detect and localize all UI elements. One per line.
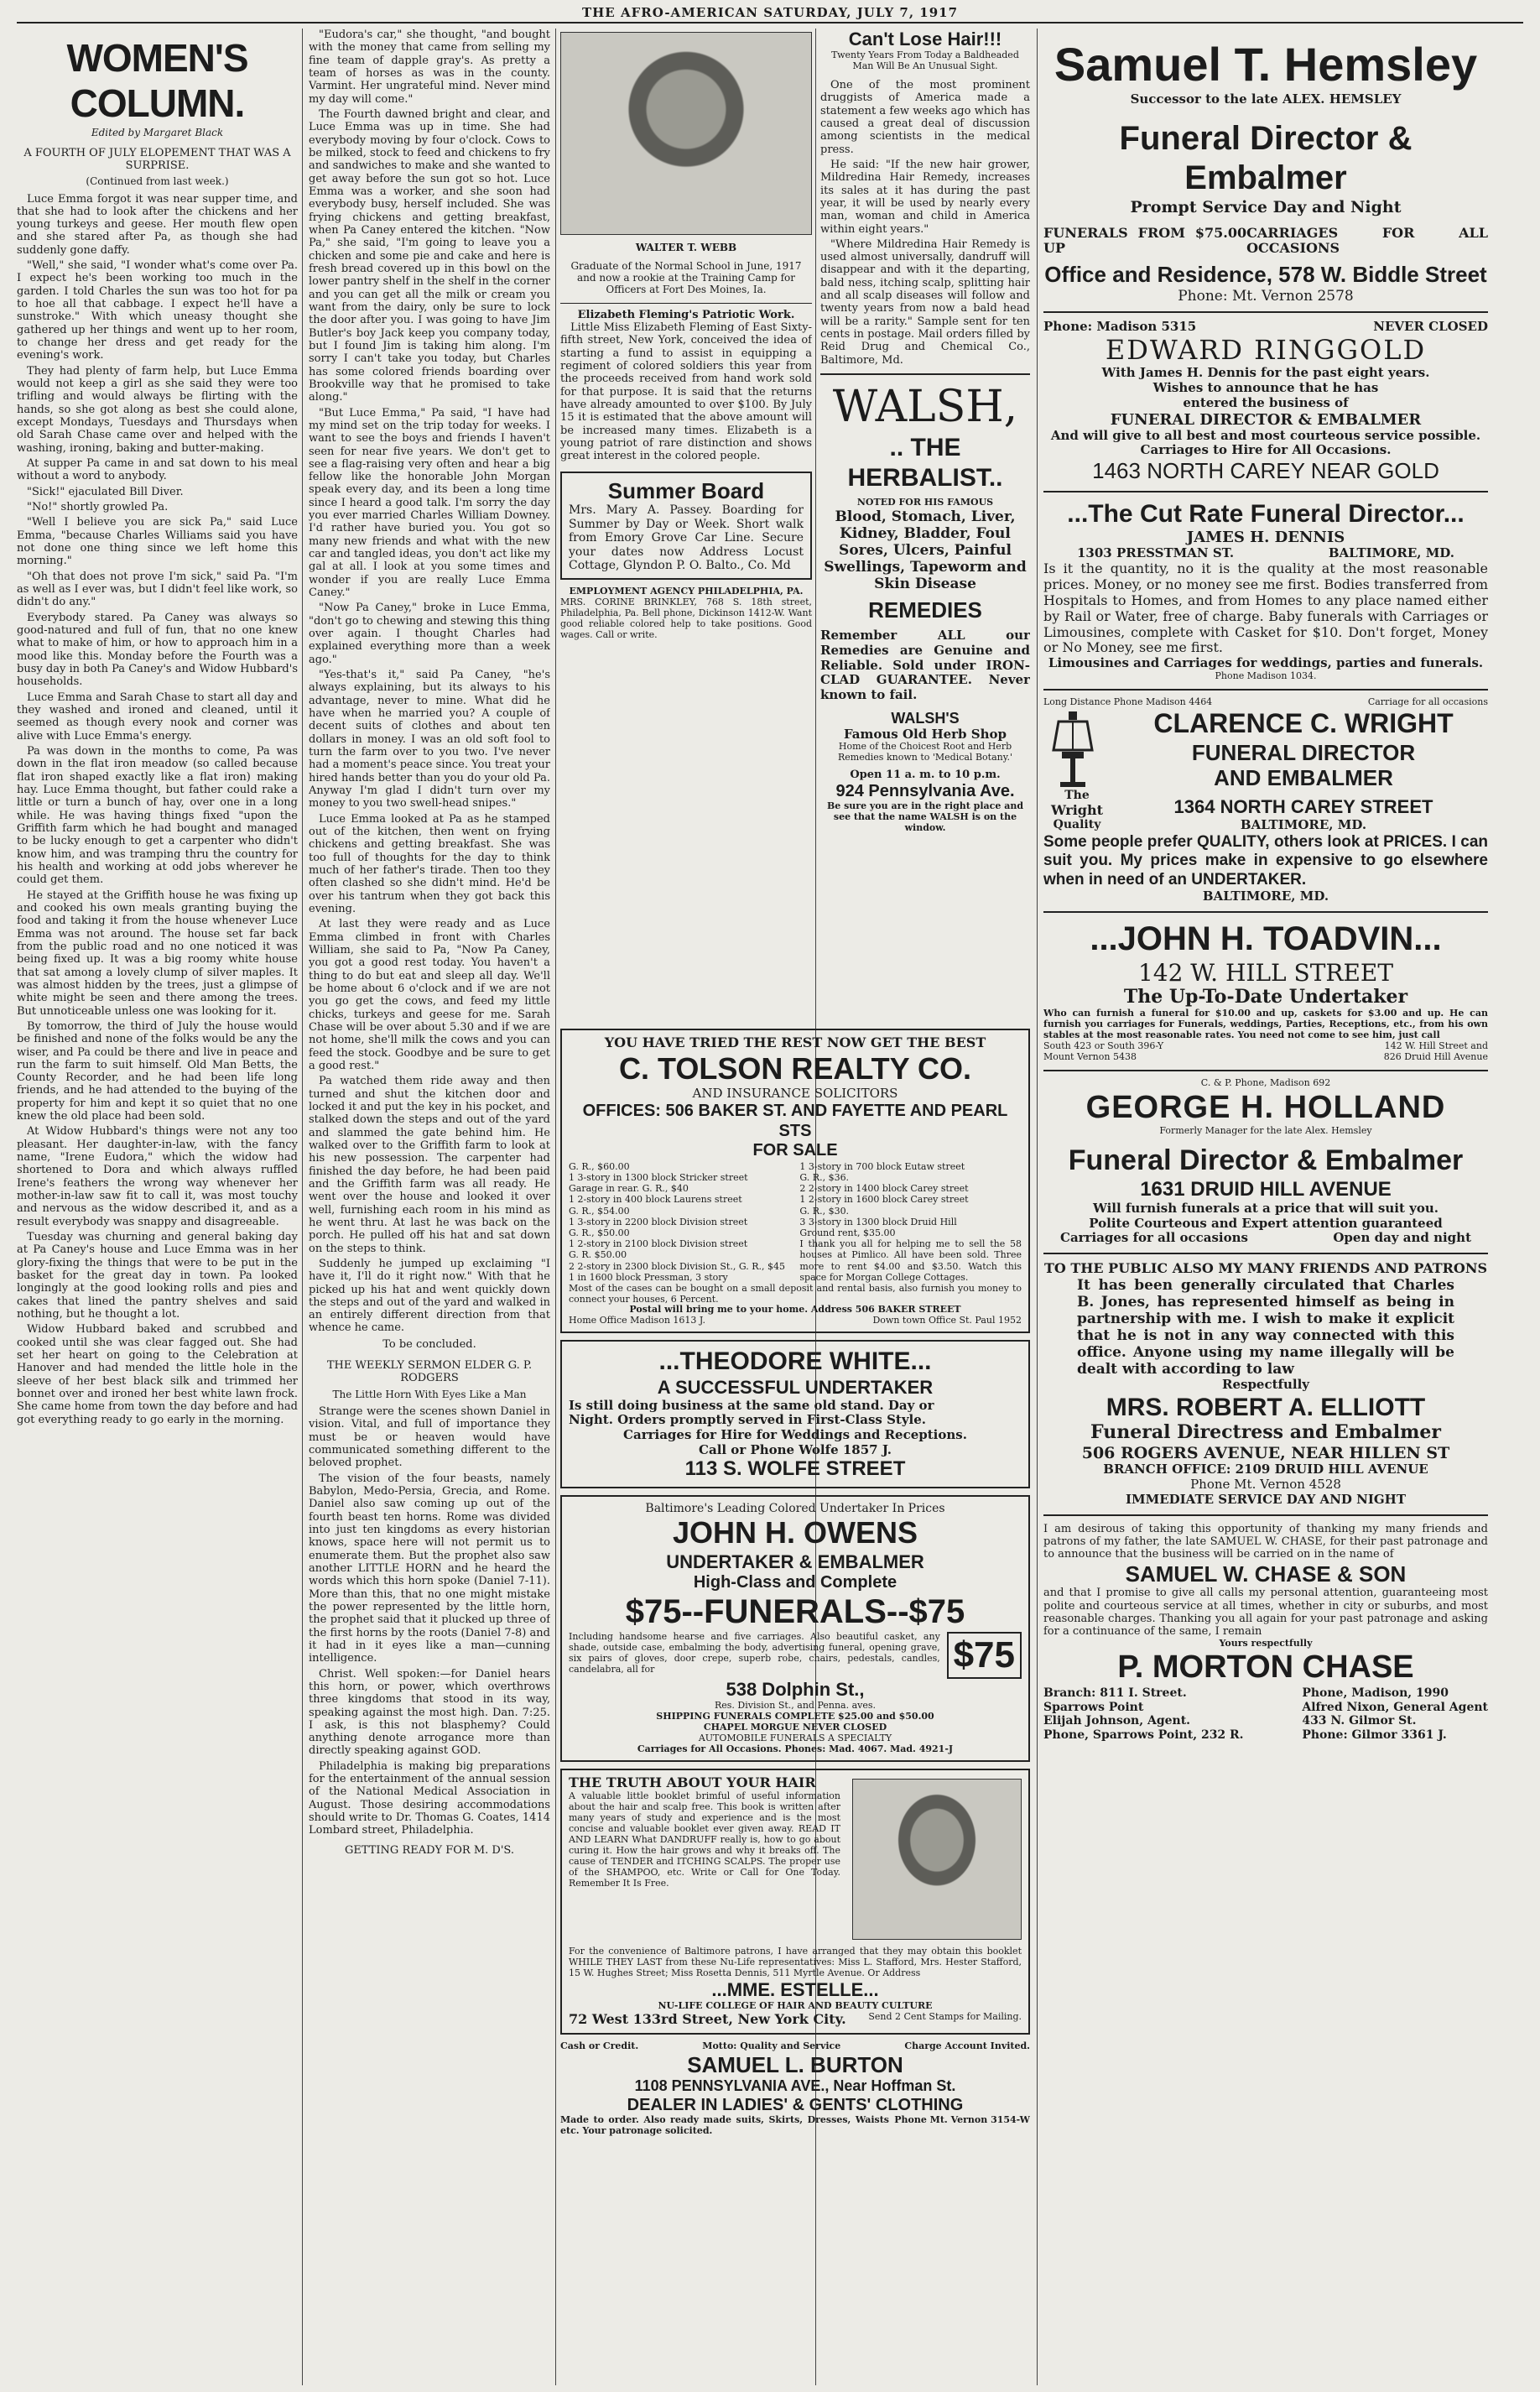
ringgold-line-2: Wishes to announce that he has xyxy=(1152,380,1379,396)
white-title: A SUCCESSFUL UNDERTAKER xyxy=(657,1376,934,1398)
fleming-text: Little Miss Elizabeth Fleming of East Sixty-fifth street, New York, conceived the idea of starting a fund to assist in equipping a regiment of colored soldiers this year from the proceeds received from hand work sold for that purpose. It is said that the returns have already amounted to over $100. By July 15 it is estimated that the above amount will be increased many times. Elizabeth is a young patriot of rare distinction and shows great interest in the colored people. xyxy=(560,320,812,463)
chase-agent: Elijah Johnson, Agent. xyxy=(1043,1714,1191,1728)
womens-column xyxy=(17,29,298,2385)
listing-line: 2 2-story in 1400 block Carey street xyxy=(799,1183,969,1195)
divider xyxy=(560,303,812,304)
paragraph: Suddenly he jumped up exclaiming "I have it, I'll do it right now." With that he picked up his hat and went quickly down the steps and out of the yard and walked in an entirely different direction from that whence he came. xyxy=(309,1257,550,1335)
listing-line: G. R., $36. xyxy=(799,1172,850,1183)
elliott-ad xyxy=(1043,1261,1488,1508)
chase-ad xyxy=(1043,1523,1488,1743)
burton-charge: Charge Account Invited. xyxy=(904,2040,1030,2051)
divider xyxy=(1043,911,1488,913)
paragraph: "Oh that does not prove I'm sick," said Pa. "I'm as well as I ever was, but I didn't feel like work, so didn't do any." xyxy=(17,570,298,609)
listing-line: G. R., $54.00 xyxy=(569,1205,630,1217)
listing-line: G. R., $50.00 xyxy=(569,1227,630,1238)
tolson-name: C. TOLSON REALTY CO. xyxy=(618,1050,972,1086)
estelle-title: THE TRUTH ABOUT YOUR HAIR xyxy=(569,1774,816,1791)
tolson-down-town: Down town Office St. Paul 1952 xyxy=(872,1315,1022,1326)
paragraph: At supper Pa came in and sat down to his meal without a word to anybody. xyxy=(17,457,298,483)
wright-city-2: BALTIMORE, MD. xyxy=(1202,888,1329,904)
dennis-limo: Limousines and Carriages for weddings, parties and funerals. xyxy=(1048,655,1484,671)
paragraph: By tomorrow, the third of July the house would be finished and none of the folks would be any the wiser, and Pa could be there and live in peace and run the farm to suit himself. Old Man Betts, the County Recorder, and he had been life long friends, and he had attended to the buying of the property for him and kept it so quiet that no one knew the old place had been sold. xyxy=(17,1019,298,1123)
dennis-city: BALTIMORE, MD. xyxy=(1328,545,1454,561)
ringgold-address: 1463 NORTH CAREY NEAR GOLD xyxy=(1092,458,1439,484)
elliott-phone: Phone Mt. Vernon 4528 xyxy=(1190,1477,1341,1493)
holland-ad xyxy=(1043,1078,1488,1246)
toadvin-title: The Up-To-Date Undertaker xyxy=(1123,985,1408,1008)
ringgold-line-4: FUNERAL DIRECTOR & EMBALMER xyxy=(1110,410,1422,429)
walsh-remedies: REMEDIES xyxy=(868,597,982,623)
chase-branch-block xyxy=(1043,1686,1244,1742)
divider xyxy=(1043,1514,1488,1516)
masthead: THE AFRO-AMERICAN SATURDAY, JULY 7, 1917 xyxy=(17,5,1523,23)
walshs-title: WALSH'S xyxy=(891,709,960,727)
paragraph: Pa watched them ride away and then turned and shut the kitchen door and locked it and put the key in his pocket, and stalked down the steps and out of the yard and slammed the gate behind him. He walked over to the Griffith farm to look at his new possession. The carpenter had finished the day before, he had been paid and the Griffith farm was all ready. He went over the house and looked it over well, furnishing each room in his mind as he went thru. At last he was back on the porch. He pulled off his hat and sat down on the steps to think. xyxy=(309,1075,550,1255)
divider xyxy=(1043,689,1488,691)
owens-quality: High-Class and Complete xyxy=(693,1572,897,1592)
walsh-sure: Be sure you are in the right place and see that the name WALSH is on the window. xyxy=(826,800,1024,834)
owens-address: 538 Dolphin St., xyxy=(726,1679,865,1701)
agency-text: MRS. CORINE BRINKLEY, 768 S. 18th street, Philadelphia, Pa. Bell phone, Dickinson 1412-W. Want good reliable colored help to take positions. Good wages. Call or write. xyxy=(560,596,812,640)
chase-branch: Branch: 811 I. Street. xyxy=(1043,1686,1187,1701)
paragraph: "Where Mildredina Hair Remedy is used almost universally, dandruff will disappear and with it the departing, bald ness, itching scalp, splitting hair and all scalp diseases will follow and twenty years from now a bald head will be a rarity." Sample sent for ten cents in postage. Mail orders filled by Reid Drug and Chemical Co., Baltimore, Md. xyxy=(820,237,1030,367)
white-line-3: Carriages for Hire for Weddings and Receptions. xyxy=(623,1426,967,1442)
paragraph: "Well," she said, "I wonder what's come over Pa. I expect he's been working too much in the garden. I told Charles the sun was too hot for pa to hoe all that cabbage. I expect he'll have a sunstroke." With which uneasy thought she gathered up her things and went up to her room, to change her dress and get ready for the evening's work. xyxy=(17,259,298,362)
paragraph: He said: "If the new hair grower, Mildredina Hair Remedy, increases its sales at it has during the past year, it will be used by nearly every man, woman and child in America within eight years." xyxy=(820,158,1030,236)
ringgold-phone: Phone: Madison 5315 xyxy=(1043,319,1197,335)
listing-line: 1 2-story in 2100 block Division street xyxy=(569,1238,748,1250)
wright-title-1: FUNERAL DIRECTOR xyxy=(1191,739,1416,765)
elliott-name: MRS. ROBERT A. ELLIOTT xyxy=(1106,1393,1426,1421)
divider xyxy=(1043,1253,1488,1254)
listing-line: G. R., $30. xyxy=(799,1205,850,1217)
estelle-copy xyxy=(569,1775,840,1946)
wright-name: CLARENCE C. WRIGHT xyxy=(1153,707,1454,738)
white-address: 113 S. WOLFE STREET xyxy=(684,1457,906,1481)
paragraph: Strange were the scenes shown Daniel in vision. Vital, and full of importance they must be or heaven would have communicated something different to the beloved prophet. xyxy=(309,1404,550,1470)
paragraph: The vision of the four beasts, namely Babylon, Medo-Persia, Grecia, and Rome. Daniel also saw coming up out of the fourth beast ten horns. Rome was divided into just ten kingdoms as every historian knows, space here will not permit us to enumerate them. But the prophet also saw another LITTLE HORN and he heard the words which this horn spoke (Daniel 7-11). More than this, that no one might mistake the power represented by the little horn, the prophet said that it plucked up three of the first horns by the roots (Daniel 7-8) and it had in it eyes like a man—cunning intelligence. xyxy=(309,1472,550,1665)
paragraph: "No!" shortly growled Pa. xyxy=(27,501,169,514)
column-divider xyxy=(555,29,556,2385)
white-line-4: Call or Phone Wolfe 1857 J. xyxy=(699,1441,892,1457)
paragraph: He stayed at the Griffith house he was fixing up and cooked his own meals granting buying the food and taking it from the house whenever Luce Emma was not around. The house set far back from the public road and no one noticed it was being fixed up. It was a big roomy white house that sat among a lovely clump of silver maples. It was almost hidden by the trees, just a glimpse of white might be seen and there among the trees. But unnoticeable unless one was looking for it. xyxy=(17,889,298,1018)
walsh-remember: Remember ALL our Remedies are Genuine and Reliable. Sold under IRON-CLAD GUARANTEE. Never known to fail. xyxy=(820,628,1030,702)
ringgold-line-3: entered the business of xyxy=(1183,394,1349,410)
tolson-right-listing xyxy=(799,1161,1022,1283)
tolson-postal: Postal will bring me to your home. Address 506 BAKER STREET xyxy=(629,1304,961,1316)
divider xyxy=(820,373,1030,375)
paragraph: "Yes-that's it," said Pa Caney, "he's always explaining, but its always to his advantage, never to mine. What did he have when he married you? A couple of decent suits of clothes and about ten dollars in money. I was an old soft fool to turn the farm over to you two. I've never had a moment's peace since. You treat your hired hands better than you do your old Pa. Anyway I'm glad I didn't turn over my money to you two swell-head snipes." xyxy=(309,669,550,810)
estelle-top-row xyxy=(569,1775,1022,1946)
estelle-portrait xyxy=(852,1779,1022,1940)
dennis-phone: Phone Madison 1034. xyxy=(1215,670,1317,682)
paragraph: The Fourth dawned bright and clear, and Luce Emma was up in time. She had everybody moving by four o'clock. Cows to be milked, stock to feed and chickens to fry and sandwiches to make and she wanted to get away before the sun got so hot. Luce Emma was a worker, and she soon had everybody busy, herself included. She was frying chickens and getting breakfast, when Pa Caney entered the kitchen. "Now Pa," she said, "I'm going to leave you a chicken and some pie and cake and here is fresh bread covered up in this bowl on the lower pantry shelf in the shelf in the corner and you can get all the milk or cream you want from the dairy, only be sure to lock the door after you. I was going to have Jim Butler's boy Jack keep you company today, but I found Jim is taking him along. I'm sorry I can't take you today, but Charles has some colored friends boarding over Brookville way that he promised to take along." xyxy=(309,107,550,404)
estelle-patrons: For the convenience of Baltimore patrons, I have arranged that they may obtain this booklet WHILE THEY LAST from these Nu-Life representatives: Miss L. Stafford, Mrs. Hester Stafford, 15 W. Hughes Street; Miss Rosetta Dennis, 511 Myrtle Avenue. Or Address xyxy=(569,1946,1022,1978)
elliott-address: 506 ROGERS AVENUE, NEAR HILLEN ST xyxy=(1081,1444,1450,1463)
estelle-stamps: Send 2 Cent Stamps for Mailing. xyxy=(868,2010,1022,2022)
dennis-address-row xyxy=(1043,546,1488,561)
burton-motto: Motto: Quality and Service xyxy=(702,2040,841,2051)
hemsley-successor: Successor to the late ALEX. HEMSLEY xyxy=(1130,91,1402,107)
wright-logo-3: Quality xyxy=(1053,818,1101,832)
elliott-respectfully: Respectfully xyxy=(1221,1377,1310,1393)
story-continuation-column xyxy=(309,29,550,2385)
wright-quality: Some people prefer QUALITY, others look at PRICES. I can suit you. My prices make in expensive to go elsewhere when in need of an UNDERTAKER. xyxy=(1043,832,1488,889)
elliott-title: Funeral Directress and Embalmer xyxy=(1090,1421,1441,1444)
paragraph: At last they were ready and as Luce Emma climbed in front with Charles William, she said to Pa, "Now Pa Caney, you got a good rest today. You haven't a thing to do but eat and sleep all day. We'll be home about 6 o'clock and if we are not you go get the cows, and feed my little chicks, turkeys and geese for me. Sarah Chase will be over about 5.30 and if we are not home, she'll milk the cows and you can feed the stock. Goodbye and be sure to get a good rest." xyxy=(309,918,550,1072)
owens-price-badge: $75 xyxy=(947,1632,1022,1679)
paragraph: Philadelphia is making big preparations for the entertainment of the annual session of the National Medical Association in August. Those desiring accommodations should write to Dr. Thomas G. Coates, 1414 Lombard street, Philadelphia. xyxy=(309,1759,550,1837)
ringgold-line-5: And will give to all best and most courteous service possible. xyxy=(1050,427,1481,443)
wright-ld-phone: Long Distance Phone Madison 4464 xyxy=(1043,696,1213,708)
tolson-sub: AND INSURANCE SOLICITORS xyxy=(692,1086,898,1102)
owens-title: UNDERTAKER & EMBALMER xyxy=(666,1550,924,1572)
hemsley-office: Office and Residence, 578 W. Biddle Street xyxy=(1044,262,1487,288)
divider xyxy=(1043,1070,1488,1071)
owens-top: Baltimore's Leading Colored Undertaker In Prices xyxy=(645,1501,945,1515)
paragraph: Luce Emma forgot it was near supper time, and that she had to look after the chickens and her young turkeys and geese. Her mouth flew open and she stared after Pa, as though she had suddenly gone daffy. xyxy=(17,192,298,257)
holland-open: Open day and night xyxy=(1333,1230,1471,1246)
burton-phone: Phone Mt. Vernon 3154-W xyxy=(894,2114,1030,2126)
ringgold-line-6: Carriages to Hire for All Occasions. xyxy=(1140,442,1392,458)
wright-address: 1364 NORTH CAREY STREET xyxy=(1173,796,1433,818)
holland-phone: C. & P. Phone, Madison 692 xyxy=(1200,1076,1331,1088)
undertakers-column xyxy=(1043,29,1488,2385)
toadvin-addr-2: 826 Druid Hill Avenue xyxy=(1383,1050,1488,1062)
chase-phone-sp: Phone, Sparrows Point, 232 R. xyxy=(1043,1728,1244,1742)
fleming-headline: Elizabeth Fleming's Patriotic Work. xyxy=(577,308,795,321)
hair-ad-body xyxy=(820,79,1030,367)
white-line-1: Is still doing business at the same old stand. Day or xyxy=(569,1397,934,1413)
wright-logo-2: Wright xyxy=(1051,801,1103,818)
ringgold-never: NEVER CLOSED xyxy=(1373,319,1488,335)
toadvin-phones-row xyxy=(1043,1041,1488,1063)
to-be-concluded: To be concluded. xyxy=(382,1337,476,1351)
tolson-realty-ad xyxy=(560,1029,1030,1333)
chase-text-2: and that I promise to give all calls my personal attention, guaranteeing most polite and courteous service at all times, whether in city or suburbs, and most reasonable charges. Thanking you all again for your past patronage and asking for a continuance of the same, I remain xyxy=(1043,1587,1488,1639)
ads-column xyxy=(820,29,1030,1019)
lamp-icon xyxy=(1043,708,1102,789)
burton-address: 1108 PENNSYLVANIA AVE., Near Hoffman St. xyxy=(634,2077,956,2095)
owens-shipping: SHIPPING FUNERALS COMPLETE $25.00 and $50.00 xyxy=(656,1711,934,1722)
mds-headline: GETTING READY FOR M. D'S. xyxy=(344,1843,515,1857)
listing-line: Garage in rear. G. R., $40 xyxy=(569,1183,689,1195)
hemsley-carriages: CARRIAGES FOR ALL OCCASIONS xyxy=(1246,224,1488,257)
chase-gilmor: 433 N. Gilmor St. xyxy=(1302,1714,1417,1728)
holland-bottom-row xyxy=(1043,1231,1488,1246)
listing-line: 1 2-story in 1600 block Carey street xyxy=(799,1194,969,1206)
hemsley-ad xyxy=(1043,37,1488,305)
chase-firm: SAMUEL W. CHASE & SON xyxy=(1125,1561,1407,1587)
news-column xyxy=(560,29,812,1019)
tolson-top: YOU HAVE TRIED THE REST NOW GET THE BEST xyxy=(604,1034,986,1050)
holland-title: Funeral Director & Embalmer xyxy=(1068,1144,1464,1177)
estelle-college: NU-LIFE COLLEGE OF HAIR AND BEAUTY CULTURE xyxy=(658,1999,933,2011)
toadvin-name: ...JOHN H. TOADVIN... xyxy=(1090,920,1442,957)
toadvin-phone-1: South 423 or South 396-Y xyxy=(1043,1040,1164,1051)
paragraph: "Now Pa Caney," broke in Luce Emma, "don't go to chewing and stewing this thing over again. I thought Charles had explained everything more than a week ago." xyxy=(309,602,550,666)
dennis-address: 1303 PRESSTMAN ST. xyxy=(1077,545,1235,561)
white-name: ...THEODORE WHITE... xyxy=(658,1347,932,1376)
ringgold-top xyxy=(1043,320,1488,335)
listing-line: G. R., $60.00 xyxy=(569,1160,630,1172)
hemsley-prompt: Prompt Service Day and Night xyxy=(1130,198,1402,217)
wright-city: BALTIMORE, MD. xyxy=(1240,817,1367,833)
listing-line: 1 in 1600 block Pressman, 3 story xyxy=(569,1271,728,1283)
ringgold-line-1: With James H. Dennis for the past eight years. xyxy=(1101,365,1430,381)
paragraph: "Sick!" ejaculated Bill Diver. xyxy=(27,485,184,498)
listing-line: 1 3-story in 1300 block Stricker street xyxy=(569,1172,748,1183)
owens-desc-row xyxy=(569,1632,1022,1679)
walsh-ailments: Blood, Stomach, Liver, Kidney, Bladder, Foul Sores, Ulcers, Painful Swellings, Tapeworm and Skin Disease xyxy=(824,508,1027,593)
hemsley-funerals: FUNERALS FROM $75.00 UP xyxy=(1043,224,1247,257)
burton-clothing-ad xyxy=(560,2041,1030,2137)
paragraph: "Well I believe you are sick Pa," said Luce Emma, "because Charles Williams said you have not done one thing since we left home this morning." xyxy=(17,516,298,568)
burton-name: SAMUEL L. BURTON xyxy=(687,2051,903,2077)
burton-dealer: DEALER IN LADIES' & GENTS' CLOTHING xyxy=(627,2095,964,2114)
chase-text-1: I am desirous of taking this opportunity of thanking my many friends and patrons of my father, the late SAMUEL W. CHASE, for their past patronage and to announce that the business will be carried on in the name of xyxy=(1043,1522,1488,1561)
listing-line: 1 2-story in 400 block Laurens street xyxy=(569,1194,742,1206)
holland-line-2: Polite Courteous and Expert attention guaranteed xyxy=(1089,1215,1443,1231)
dennis-head: ...The Cut Rate Funeral Director... xyxy=(1067,499,1465,528)
paragraph: Everybody stared. Pa Caney was always so good-natured and full of fun, that no one knew what to make of him, or how to approach him in a mood like this. Monday before the Fourth was a busy day in both Pa Caney's and Widow Hubbard's households. xyxy=(17,611,298,689)
spanning-ads xyxy=(560,1029,1030,2385)
chase-sparrows: Sparrows Point xyxy=(1043,1700,1144,1714)
chase-gilmor-phone: Phone: Gilmor 3361 J. xyxy=(1302,1728,1447,1742)
listing-line: 1 3-story in 2200 block Division street xyxy=(569,1216,748,1227)
toadvin-phones xyxy=(1043,1041,1163,1063)
owens-name: JOHN H. OWENS xyxy=(672,1515,918,1550)
holland-line-1: Will furnish funerals at a price that will suit you. xyxy=(1093,1200,1439,1216)
divider xyxy=(1043,311,1488,313)
hemsley-phone: Phone: Mt. Vernon 2578 xyxy=(1178,287,1354,305)
holland-carriages: Carriages for all occasions xyxy=(1060,1230,1248,1246)
walsh-address: 924 Pennsylvania Ave. xyxy=(835,781,1015,800)
elliott-service: IMMEDIATE SERVICE DAY AND NIGHT xyxy=(1125,1491,1407,1507)
owens-res: Res. Division St., and Penna. aves. xyxy=(714,1700,877,1712)
paragraph: Widow Hubbard baked and scrubbed and cooked until she was clear fagged out. She had set her heart on going to the Celebration at Hanover and had mended the little hole in the sleeve of her best black silk and trimmed her bonnet over and ironed her best white lawn frock. She came home from town the day before and had got everything ready to go early in the morning. xyxy=(17,1323,298,1426)
tolson-note: Most of the cases can be bought on a small deposit and rental basis, also furnish you money to connect your houses, 6 Percent. xyxy=(569,1282,1022,1305)
listing-line: Ground rent, $35.00 xyxy=(799,1227,896,1238)
sermon-body xyxy=(309,1405,550,1837)
ringgold-ad xyxy=(1043,320,1488,484)
hemsley-name: Samuel T. Hemsley xyxy=(1054,38,1478,91)
paragraph: At Widow Hubbard's things were not any too pleasant. Her daughter-in-law, with the fancy name, "Irene Eudora," which the widow had shortened to Dora and which always ruffled Irene's feathers the wrong way whenever her mother-in-law saw fit to call it, was most touchy and nervous as the widow described it, and as a result everybody was snappy and disagreeable. xyxy=(17,1125,298,1228)
chase-name: P. MORTON CHASE xyxy=(1117,1649,1414,1686)
summer-board-text: Mrs. Mary A. Passey. Boarding for Summer by Day or Week. Short walk from Emory Grove Car Line. Secure your dates now Address Locust Cottage, Glyndon P. O. Balto., Co. Md xyxy=(569,503,804,573)
wright-top xyxy=(1043,697,1488,708)
wright-logo-1: The xyxy=(1064,788,1090,802)
owens-funerals: $75--FUNERALS--$75 xyxy=(625,1593,965,1631)
walsh-home-of: Home of the Choicest Root and Herb Remedies known to 'Medical Botany.' xyxy=(838,741,1012,763)
wright-logo xyxy=(1043,708,1111,832)
paragraph: Christ. Well spoken:—for Daniel hears this horn, or power, which overthrows three kingdoms that stood in its way, speaking against the most high. Dan. 7:25. I ask, is this not blasphemy? Could anything denote arrogance more than directly speaking against GOD. xyxy=(309,1667,550,1758)
tolson-listings xyxy=(569,1161,1022,1283)
chase-general: Alfred Nixon, General Agent xyxy=(1302,1700,1488,1714)
owens-phones: Carriages for All Occasions. Phones: Mad. 4067. Mad. 4921-J xyxy=(637,1743,954,1755)
toadvin-phone-2: Mount Vernon 5438 xyxy=(1043,1050,1137,1062)
divider xyxy=(1043,491,1488,492)
paragraph: Pa was down in the months to come, Pa was down in the flat iron meadow (so called because flat iron shaped exactly like a flat iron) making hay. Luce Emma thought, but father could rake a little or turn a bunch of hay, over one in a long while. He was having things fixed "upon the Griffith farm which he had bought and managed to be lucky enough to get a carpenter who didn't know him, and was tramping thru the country for his health and working at odd jobs wherever he could get them. xyxy=(17,744,298,887)
toadvin-addrs xyxy=(1384,1041,1488,1063)
burton-made-to-order: Made to order. Also ready made suits, Skirts, Dresses, Waists etc. Your patronage solicited. xyxy=(560,2114,889,2137)
hair-ad-title: Can't Lose Hair!!! xyxy=(848,29,1002,50)
paragraph: Luce Emma looked at Pa as he stamped out of the kitchen, then went on frying chickens and getting breakfast. She was too full of thoughts for the day to think much of her father's tirade. Then too they often clashed so she didn't mind. He'd be over his tantrum when they got back this evening. xyxy=(309,812,550,915)
burton-cash: Cash or Credit. xyxy=(560,2040,639,2051)
toadvin-address: 142 W. HILL STREET xyxy=(1137,958,1394,987)
estelle-address: 72 West 133rd Street, New York City. xyxy=(569,2010,846,2027)
tolson-left-listing xyxy=(569,1161,791,1283)
listing-line: 3 3-story in 1300 block Druid Hill xyxy=(799,1216,957,1227)
holland-address: 1631 DRUID HILL AVENUE xyxy=(1140,1177,1392,1201)
photo-caption-name: WALTER T. WEBB xyxy=(635,242,737,253)
summer-board-ad xyxy=(560,472,812,580)
chase-yours: Yours respectfully xyxy=(1219,1637,1313,1649)
tolson-for-sale: FOR SALE xyxy=(752,1141,838,1160)
toadvin-text: Who can furnish a funeral for $10.00 and up, caskets for $3.00 and up. He can furnish you carriages for Funerals, weddings, Parties, Receptions, etc., from his own stables at the most reasonable rates. You need not come to see him, just call xyxy=(1043,1007,1488,1040)
chase-bottom-row xyxy=(1043,1686,1488,1742)
column-heading: WOMEN'S COLUMN. xyxy=(66,36,248,126)
paragraph: One of the most prominent druggists of America made a statement a few weeks ago which has caused a great deal of discussion among scientists in the medical press. xyxy=(820,78,1030,156)
estelle-name: ...MME. ESTELLE... xyxy=(711,1978,879,2000)
paragraph: Luce Emma and Sarah Chase to start all day and they washed and ironed and cleaned, until it seemed as though every nook and corner was alive with Luce Emma's energy. xyxy=(17,691,298,743)
sermon-subline: The Little Horn With Eyes Like a Man xyxy=(332,1388,527,1400)
herbalist-title: .. THE HERBALIST.. xyxy=(847,434,1003,492)
toadvin-ad xyxy=(1043,920,1488,1063)
wright-ad xyxy=(1043,697,1488,904)
hair-ad-subtitle: Twenty Years From Today a Baldheaded Man Will Be An Unusual Sight. xyxy=(831,49,1019,71)
wright-text-block xyxy=(1119,708,1488,833)
holland-name: GEORGE H. HOLLAND xyxy=(1085,1089,1446,1125)
ringgold-name: EDWARD RINGGOLD xyxy=(1105,333,1427,366)
walsh-noted: NOTED FOR HIS FAMOUS xyxy=(856,497,994,508)
elliott-text: It has been generally circulated that Charles B. Jones, has represented himself as being in partnership with me. I wish to make it explicit that he is not in any way connected with this office. Anyone using my name illegally will be dealt with according to law xyxy=(1077,1276,1454,1378)
walsh-hours: Open 11 a. m. to 10 p.m. xyxy=(850,769,1001,782)
sermon-headline: THE WEEKLY SERMON ELDER G. P. RODGERS xyxy=(326,1359,533,1385)
portrait-photo xyxy=(560,32,812,235)
column-divider xyxy=(302,29,303,2385)
story-body xyxy=(17,193,298,1427)
holland-formerly: Formerly Manager for the late Alex. Hemsley xyxy=(1159,1125,1372,1137)
elliott-branch: BRANCH OFFICE: 2109 DRUID HILL AVENUE xyxy=(1103,1462,1428,1477)
summer-board-title: Summer Board xyxy=(607,477,765,503)
owens-desc: Including handsome hearse and five carriages. Also beautiful casket, any shade, outside case, embalming the body, advertising funeral, opening grave, six pairs of gloves, door crepe, superb robe, chairs, pedestals, candles, candelabra, all for xyxy=(569,1631,940,1675)
dennis-name: JAMES H. DENNIS xyxy=(1186,529,1345,547)
tolson-phones xyxy=(569,1316,1022,1326)
chase-main-block xyxy=(1302,1686,1488,1742)
estelle-text: A valuable little booklet brimful of useful information about the hair and scalp free. This book is written after many years of study and experience and is the most concise and valuable booklet ever given away. READ IT AND LEARN What DANDRUFF really is, how to go about curing it. How the hair grows and why it breaks off. The cause of TENDER and ITCHING SCALPS. The proper use of the SHAMPOO, etc. Write or Call for One Today. Remember It Is Free. xyxy=(569,1790,840,1889)
byline: Edited by Margaret Black xyxy=(91,126,224,138)
owens-chapel: CHAPEL MORGUE NEVER CLOSED xyxy=(703,1722,887,1733)
burton-top-row xyxy=(560,2041,1030,2052)
paragraph: Tuesday was churning and general baking day at Pa Caney's house and Luce Emma was in her glory-fixing the things that were to be put in the basket for the great day in town. Pa looked longingly at the good looking rolls and pies and cakes that lined the pantry shelves and said nothing, but he thought a lot. xyxy=(17,1231,298,1321)
wright-body xyxy=(1043,708,1488,833)
dennis-text: Is it the quantity, no it is the quality at the most reasonable prices. Money, or no money see me first. Bodies transferred from Hospitals to Homes, and from Homes to any place named either by Rail or Water, free of charge. Baby funerals with Carriages or Limousines, complete with Casket for $10. Don't forget, Money or No Money, see me first. xyxy=(1043,560,1488,656)
white-line-2: Night. Orders promptly served in First-Class Style. xyxy=(569,1412,927,1428)
estelle-hair-ad xyxy=(560,1769,1030,2035)
white-undertaker-ad xyxy=(560,1340,1030,1488)
agency-headline: EMPLOYMENT AGENCY PHILADELPHIA, PA. xyxy=(569,585,804,597)
dennis-ad xyxy=(1043,499,1488,682)
story-subline: (Continued from last week.) xyxy=(86,175,229,188)
wright-carriage: Carriage for all occasions xyxy=(1367,696,1488,708)
tolson-home-office: Home Office Madison 1613 J. xyxy=(569,1315,705,1326)
listing-line: 1 3-story in 700 block Eutaw street xyxy=(799,1160,965,1172)
wright-title-2: AND EMBALMER xyxy=(1214,765,1393,791)
walsh-title: WALSH, xyxy=(832,382,1018,433)
hemsley-title: Funeral Director & Embalmer xyxy=(1119,119,1413,196)
photo-caption: Graduate of the Normal School in June, 1917 and now a rookie at the Training Camp for Officers at Fort Des Moines, Ia. xyxy=(570,260,802,296)
burton-bottom-row xyxy=(560,2115,1030,2137)
listing-line: I thank you all for helping me to sell the 58 houses at Pimlico. All have been sold. Three more to rent $4.00 and $3.50. Watch this space for Morgan College Cottages. xyxy=(799,1238,1022,1283)
walsh-shop: Famous Old Herb Shop xyxy=(843,726,1007,742)
tolson-offices: OFFICES: 506 BAKER ST. AND FAYETTE AND PEARL STS xyxy=(582,1102,1008,1140)
owens-auto: AUTOMOBILE FUNERALS A SPECIALTY xyxy=(698,1733,892,1744)
paragraph: "Eudora's car," she thought, "and bought with the money that came from selling my fine team of dapple gray's. As pretty a team of horses as was in the county. Varmint. Her ungrateful mind. Never mind my day will come." xyxy=(309,29,550,106)
listing-line: 2 2-story in 2300 block Division St., G. R., $45 xyxy=(569,1260,786,1272)
estelle-address-row xyxy=(569,2012,1022,2028)
listing-line: G. R. $50.00 xyxy=(569,1249,627,1261)
owens-undertaker-ad xyxy=(560,1495,1030,1762)
elliott-head: TO THE PUBLIC ALSO MY MANY FRIENDS AND PATRONS xyxy=(1043,1259,1488,1276)
toadvin-addr-1: 142 W. Hill Street and xyxy=(1384,1040,1488,1051)
story-body xyxy=(309,29,550,1335)
chase-phone: Phone, Madison, 1990 xyxy=(1302,1686,1449,1701)
paragraph: They had plenty of farm help, but Luce Emma would not keep a girl as she said they were too trifling and would always be flirting with the hands, so she got along as best she could alone, except Mondays, Tuesdays and Thursdays when old Sarah Chase came over and helped with the washing, ironing, baking and butter-making. xyxy=(17,364,298,455)
column-divider xyxy=(1037,29,1038,2385)
hemsley-row xyxy=(1043,226,1488,258)
story-headline: A FOURTH OF JULY ELOPEMENT THAT WAS A SURPRISE. xyxy=(23,146,291,173)
paragraph: "But Luce Emma," Pa said, "I have had my mind set on the trip today for weeks. I want to see the boys and friends I haven't seen for near five years. We don't get to see a flag-raising very often and hear a big fellow like the honorable John Morgan speak every day, and its been a long time since I heard a good talk. I'm sorry the day you ever married Charles William Downey. I'd rather have buried you. You got so many new friends and what with the new car and tangled ideas, you don't act like my gal at all. I look at you some times and wonder if you are really Luce Emma Caney." xyxy=(309,406,550,600)
